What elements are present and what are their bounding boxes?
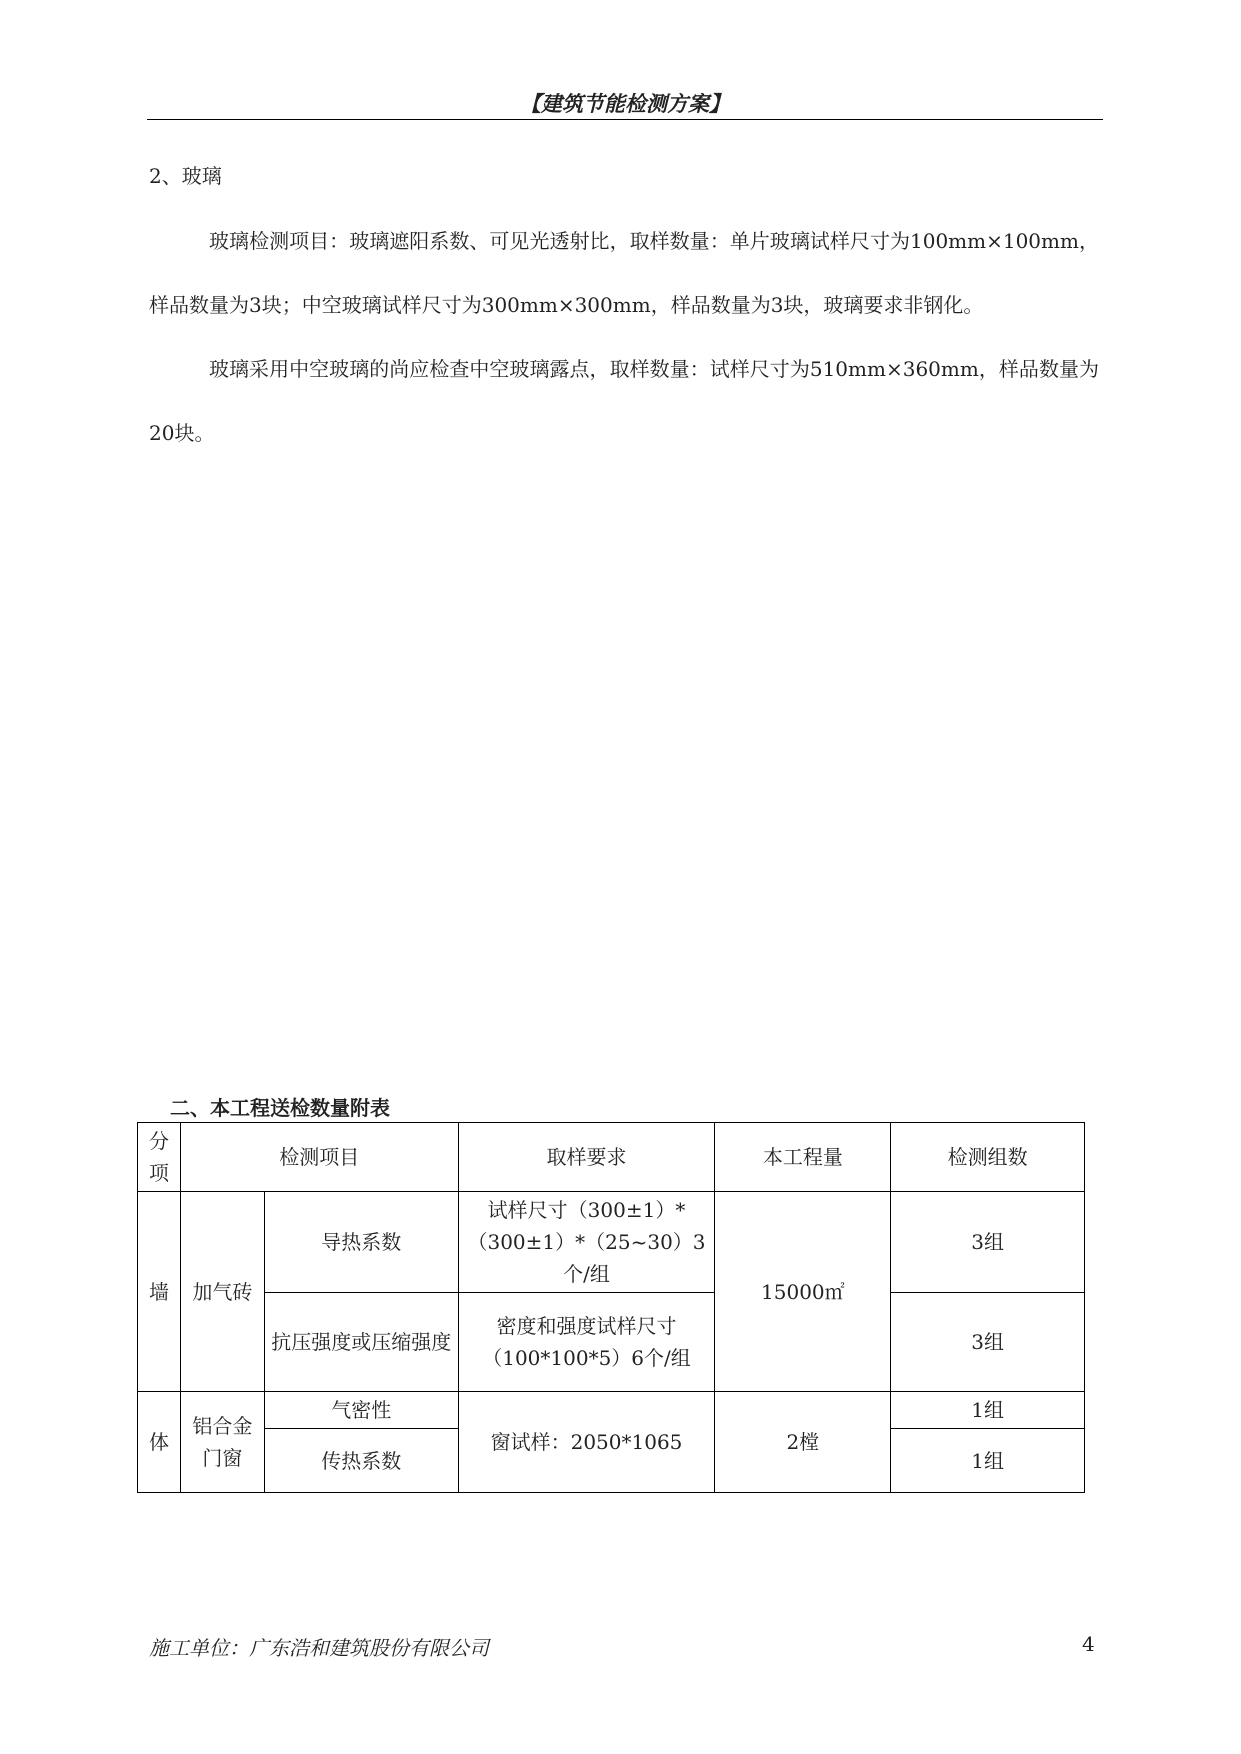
header-item: 检测项目 — [180, 1123, 458, 1192]
table-row — [138, 1192, 1085, 1293]
header-groups: 检测组数 — [891, 1123, 1085, 1192]
table-row — [138, 1392, 1085, 1429]
aluminum-window-label: 铝合金门窗 — [180, 1392, 264, 1493]
page-number: 4 — [1082, 1632, 1095, 1656]
groups-thermal-conductivity: 3组 — [891, 1192, 1085, 1293]
footer-construction-unit: 施工单位：广东浩和建筑股份有限公司 — [149, 1636, 489, 1660]
sampling-thermal-conductivity: 试样尺寸（300±1）*（300±1）*（25~30）3个/组 — [458, 1192, 715, 1293]
inspection-quantity-table — [137, 1122, 1085, 1493]
category-wall-top: 墙 — [138, 1192, 181, 1392]
item-thermal-conductivity: 导热系数 — [264, 1192, 458, 1293]
page-header-title: 【建筑节能检测方案】 — [520, 92, 730, 116]
item-air-tightness: 气密性 — [264, 1392, 458, 1429]
paragraph-glass-tests: 玻璃检测项目：玻璃遮阳系数、可见光透射比，取样数量：单片玻璃试样尺寸为100mm×100mm，样品数量为3块；中空玻璃试样尺寸为300mm×300mm，样品数量为3块，玻璃要求非钢化。 — [149, 229, 1099, 317]
groups-compressive-strength: 3组 — [891, 1293, 1085, 1392]
table-header-row — [138, 1123, 1085, 1192]
sampling-compressive-strength: 密度和强度试样尺寸（100*100*5）6个/组 — [458, 1293, 715, 1392]
groups-air-tightness: 1组 — [891, 1392, 1085, 1429]
header-quantity: 本工程量 — [715, 1123, 891, 1192]
item-compressive-strength: 抗压强度或压缩强度 — [264, 1293, 458, 1392]
groups-heat-transfer: 1组 — [891, 1429, 1085, 1493]
paragraph-dew-point: 玻璃采用中空玻璃的尚应检查中空玻璃露点，取样数量：试样尺寸为510mm×360mm，样品数量为20块。 — [149, 357, 1099, 445]
table-title: 二、本工程送检数量附表 — [170, 1096, 390, 1120]
table-row — [138, 1293, 1085, 1392]
header-category: 分项 — [138, 1123, 181, 1192]
section-title: 2、玻璃 — [149, 164, 222, 188]
item-heat-transfer: 传热系数 — [264, 1429, 458, 1493]
header-divider — [147, 119, 1103, 120]
quantity-aerated-brick: 15000㎡ — [715, 1192, 891, 1392]
header-sampling: 取样要求 — [458, 1123, 715, 1192]
sampling-window: 窗试样：2050*1065 — [458, 1392, 715, 1493]
aerated-brick-label: 加气砖 — [180, 1192, 264, 1392]
quantity-window: 2樘 — [715, 1392, 891, 1493]
category-wall-bottom: 体 — [138, 1392, 181, 1493]
